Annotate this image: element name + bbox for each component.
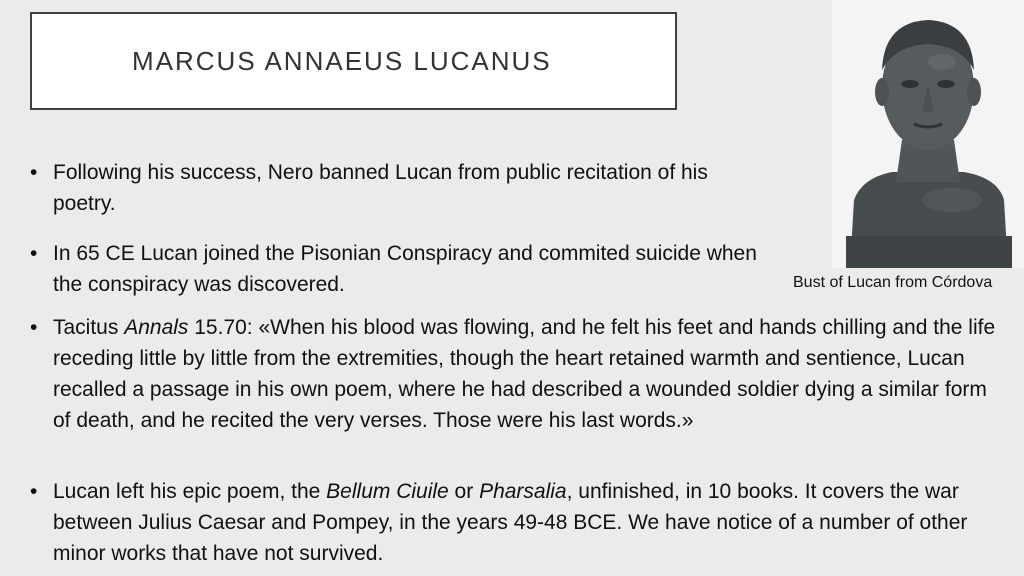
bullet-text [53,476,1000,569]
work-title-bellum-ciuile: Bellum Ciuile [326,480,449,503]
bullet-marker: • [30,242,38,265]
bullet-text [53,312,1000,436]
bullet-marker: • [30,316,38,339]
bullet-text-part: 15.70: «When his blood was flowing, and he felt his feet and hands chilling and the life receding little by little from the extremities, though the heart retained warmth and sentience, Lucan recalled a passage in his own poem, where he had described a wounded soldier dying a similar form of death, and he recited the very verses. Those were his last words.» [53,316,996,432]
bullet-text-part: , unfinished, in 10 books. It covers the war between Julius Caesar and Pompey, in the years 49-48 BCE. We have notice of a number of other minor works that have not survived. [53,480,968,565]
bullet-text-part: or [448,480,480,503]
bullet-item [30,476,1000,569]
work-title-pharsalia: Pharsalia [479,480,567,503]
title-box [30,12,677,110]
bullet-text-part: Tacitus [53,316,125,339]
image-caption: Bust of Lucan from Córdova [793,274,993,291]
bullet-text: Following his success, Nero banned Lucan from public recitation of his poetry. [53,161,708,215]
bullet-marker: • [30,161,38,184]
slide-title: MARCUS ANNAEUS LUCANUS [132,45,552,76]
bullet-item [30,157,760,219]
bullet-item [30,312,1000,436]
bullet-text-part: Lucan left his epic poem, the [53,480,327,503]
bullet-item [30,238,780,300]
bullet-marker: • [30,480,38,503]
work-title-annals: Annals [124,316,189,339]
bust-of-lucan-image [832,0,1024,268]
bust-photo [832,0,1024,268]
bullet-text: In 65 CE Lucan joined the Pisonian Conspiracy and commited suicide when the conspiracy was discovered. [53,242,757,296]
